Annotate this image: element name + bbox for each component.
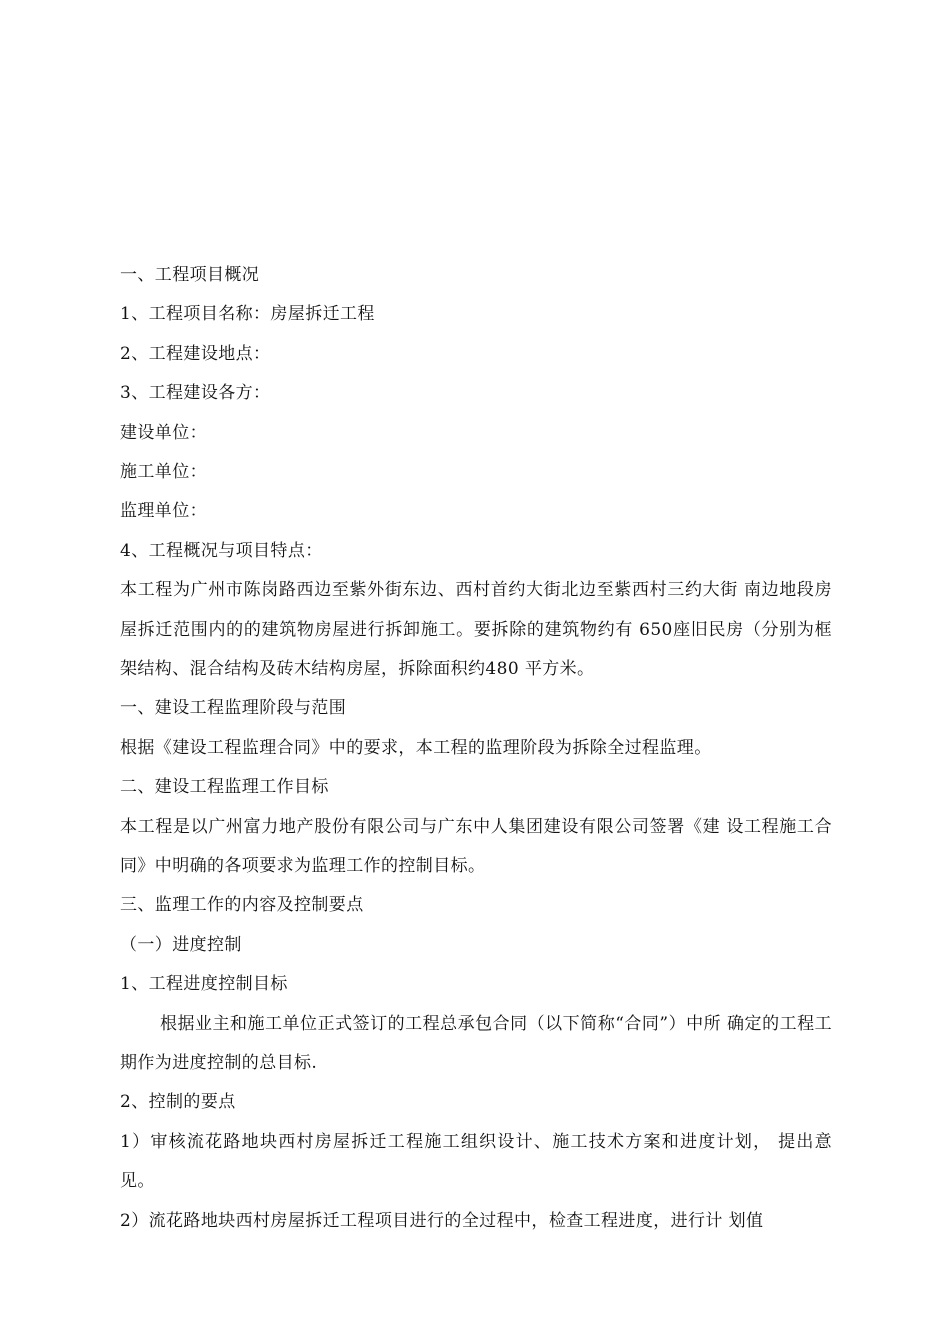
- section-heading-overview: 一、工程项目概况: [120, 265, 260, 285]
- document-body: [120, 256, 832, 1241]
- goal-paragraph: 本工程是以广州富力地产股份有限公司与广东中人集团建设有限公司签署《建 设工程施工合同》中明确的各项要求为监理工作的控制目标。: [120, 816, 832, 876]
- goal-heading: 二、建设工程监理工作目标: [120, 777, 329, 798]
- control-point-2: 2）流花路地块西村房屋拆迁工程项目进行的全过程中，检查工程进度，进行计 划值: [120, 1210, 764, 1231]
- progress-target-heading: 1、工程进度控制目标: [120, 974, 288, 995]
- progress-control-heading: （一）进度控制: [120, 934, 242, 955]
- scope-paragraph: 根据《建设工程监理合同》中的要求，本工程的监理阶段为拆除全过程监理。: [120, 737, 712, 758]
- owner-unit-line: 建设单位：: [120, 422, 207, 443]
- project-name-line: 1、工程项目名称：房屋拆迁工程: [120, 304, 375, 325]
- project-location-line: 2、工程建设地点：: [120, 343, 271, 364]
- overview-paragraph: 本工程为广州市陈岗路西边至紫外街东边、西村首约大街北边至紫西村三约大街 南边地段房屋拆迁范围内的的建筑物房屋进行拆卸施工。要拆除的建筑物约有 650座旧民房（分别为框架结构、混合结构及砖木结构房屋，拆除面积约480 平方米。: [120, 580, 832, 679]
- supervision-unit-line: 监理单位：: [120, 501, 207, 522]
- project-features-heading: 4、工程概况与项目特点：: [120, 540, 323, 561]
- progress-target-paragraph: 根据业主和施工单位正式签订的工程总承包合同（以下简称“合同”）中所 确定的工程工期作为进度控制的总目标.: [120, 1013, 832, 1073]
- project-parties-line: 3、工程建设各方：: [120, 383, 271, 404]
- control-points-heading: 2、控制的要点: [120, 1092, 236, 1113]
- content-heading: 三、监理工作的内容及控制要点: [120, 895, 364, 916]
- scope-heading: 一、建设工程监理阶段与范围: [120, 698, 347, 719]
- construction-unit-line: 施工单位：: [120, 461, 207, 482]
- control-point-1: 1）审核流花路地块西村房屋拆迁工程施工组织设计、施工技术方案和进度计划， 提出意见。: [120, 1131, 832, 1192]
